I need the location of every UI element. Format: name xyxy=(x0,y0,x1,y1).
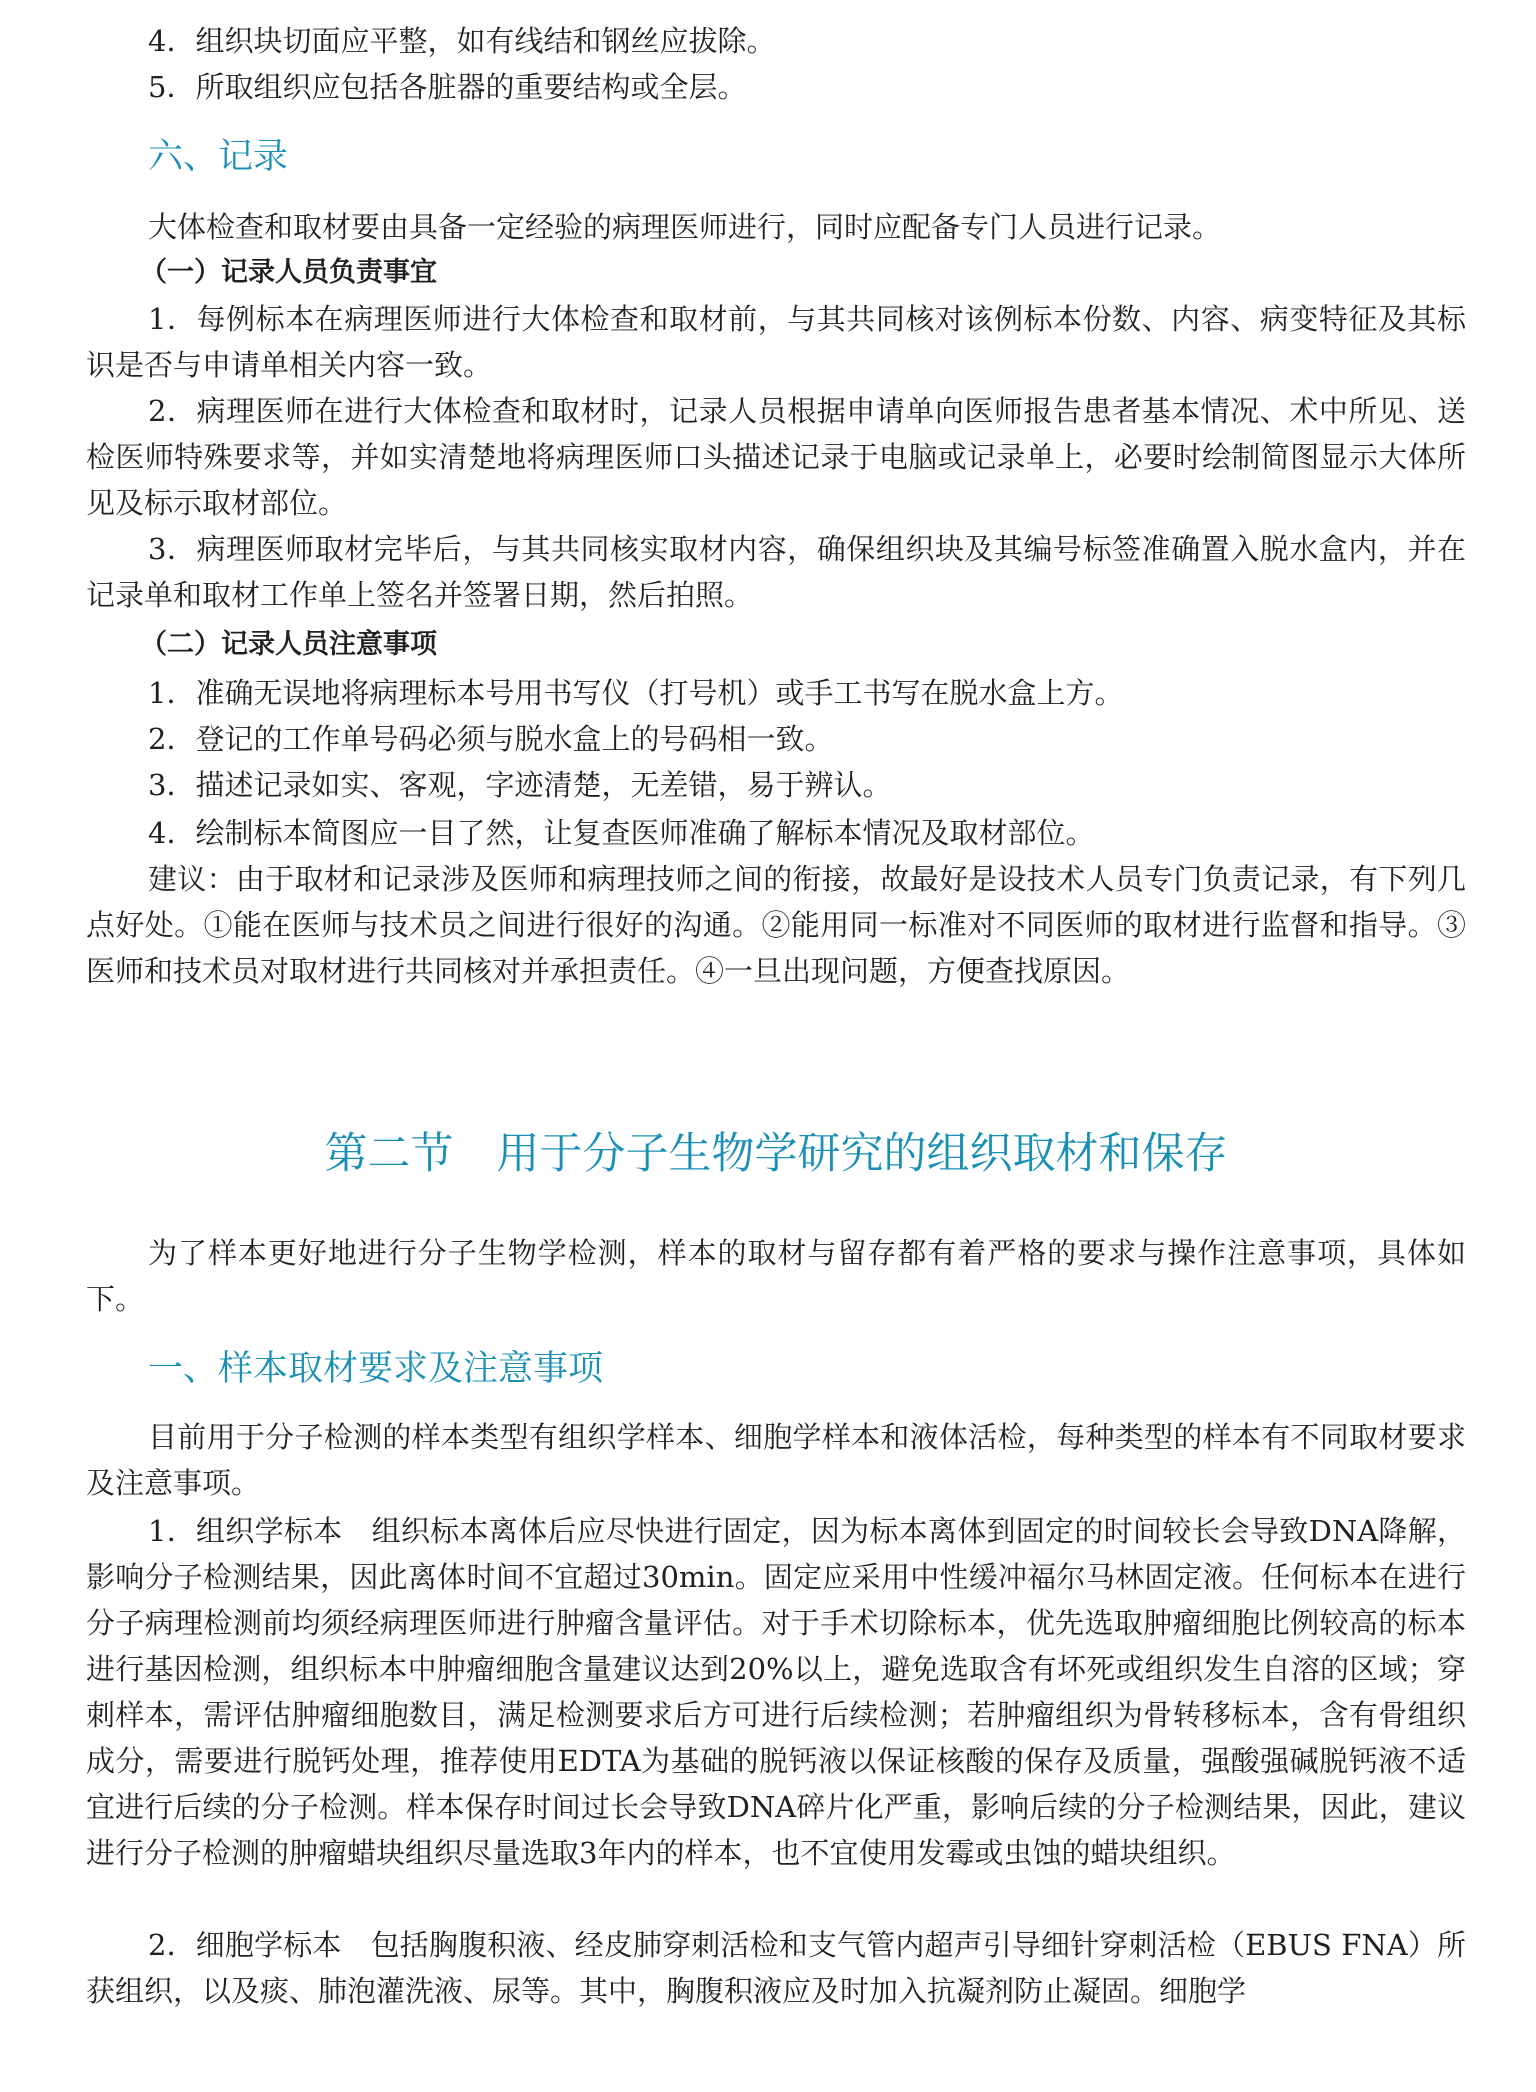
list-item: 3．描述记录如实、客观，字迹清楚，无差错，易于辨认。 xyxy=(148,768,892,802)
suggestion-paragraph: 建议：由于取材和记录涉及医师和病理技师之间的衔接，故最好是设技术人员专门负责记录，有下列几点好处。①能在医师与技术员之间进行很好的沟通。②能用同一标准对不同医师的取材进行监督和指导。③医师和技术员对取材进行共同核对并承担责任。④一旦出现问题，方便查找原因。 xyxy=(86,862,1466,988)
chapter-title: 第二节 用于分子生物学研究的组织取材和保存 xyxy=(324,1129,1228,1179)
paragraph: 目前用于分子检测的样本类型有组织学样本、细胞学样本和液体活检，每种类型的样本有不同取材要求及注意事项。 xyxy=(86,1420,1466,1500)
list-item: 2．登记的工作单号码必须与脱水盒上的号码相一致。 xyxy=(148,722,834,756)
list-item: 4．组织块切面应平整，如有线结和钢丝应拔除。 xyxy=(148,24,776,58)
list-item: 4．绘制标本简图应一目了然，让复查医师准确了解标本情况及取材部位。 xyxy=(148,816,1095,850)
list-item: 1．准确无误地将病理标本号用书写仪（打号机）或手工书写在脱水盒上方。 xyxy=(148,676,1124,710)
paragraph: 大体检查和取材要由具备一定经验的病理医师进行，同时应配备专门人员进行记录。 xyxy=(148,210,1222,244)
list-item: 2．病理医师在进行大体检查和取材时，记录人员根据申请单向医师报告患者基本情况、术中所见、送检医师特殊要求等，并如实清楚地将病理医师口头描述记录于电脑或记录单上，必要时绘制简图显示大体所见及标示取材部位。 xyxy=(86,394,1466,520)
list-item: 1．每例标本在病理医师进行大体检查和取材前，与其共同核对该例标本份数、内容、病变特征及其标识是否与申请单相关内容一致。 xyxy=(86,302,1466,382)
paragraph: 2．细胞学标本 包括胸腹积液、经皮肺穿刺活检和支气管内超声引导细针穿刺活检（EBUS FNA）所获组织，以及痰、肺泡灌洗液、尿等。其中，胸腹积液应及时加入抗凝剂防止凝固。细胞学 xyxy=(86,1928,1466,2008)
section-heading-record: 六、记录 xyxy=(148,137,289,177)
section-heading-sample: 一、样本取材要求及注意事项 xyxy=(148,1349,604,1389)
paragraph: 1．组织学标本 组织标本离体后应尽快进行固定，因为标本离体到固定的时间较长会导致DNA降解，影响分子检测结果，因此离体时间不宜超过30min。固定应采用中性缓冲福尔马林固定液。任何标本在进行分子病理检测前均须经病理医师进行肿瘤含量评估。对于手术切除标本，优先选取肿瘤细胞比例较高的标本进行基因检测，组织标本中肿瘤细胞含量建议达到20%以上，避免选取含有坏死或组织发生自溶的区域；穿刺样本，需评估肿瘤细胞数目，满足检测要求后方可进行后续检测；若肿瘤组织为骨转移标本，含有骨组织成分，需要进行脱钙处理，推荐使用EDTA为基础的脱钙液以保证核酸的保存及质量，强酸强碱脱钙液不适宜进行后续的分子检测。样本保存时间过长会导致DNA碎片化严重，影响后续的分子检测结果，因此，建议进行分子检测的肿瘤蜡块组织尽量选取3年内的样本，也不宜使用发霉或虫蚀的蜡块组织。 xyxy=(86,1514,1466,1870)
list-item: 5．所取组织应包括各脏器的重要结构或全层。 xyxy=(148,70,747,104)
sub-heading: （二）记录人员注意事项 xyxy=(140,629,437,660)
sub-heading: （一）记录人员负责事宜 xyxy=(140,257,437,288)
paragraph: 为了样本更好地进行分子生物学检测，样本的取材与留存都有着严格的要求与操作注意事项，具体如下。 xyxy=(86,1236,1466,1316)
list-item: 3．病理医师取材完毕后，与其共同核实取材内容，确保组织块及其编号标签准确置入脱水盒内，并在记录单和取材工作单上签名并签署日期，然后拍照。 xyxy=(86,532,1466,612)
